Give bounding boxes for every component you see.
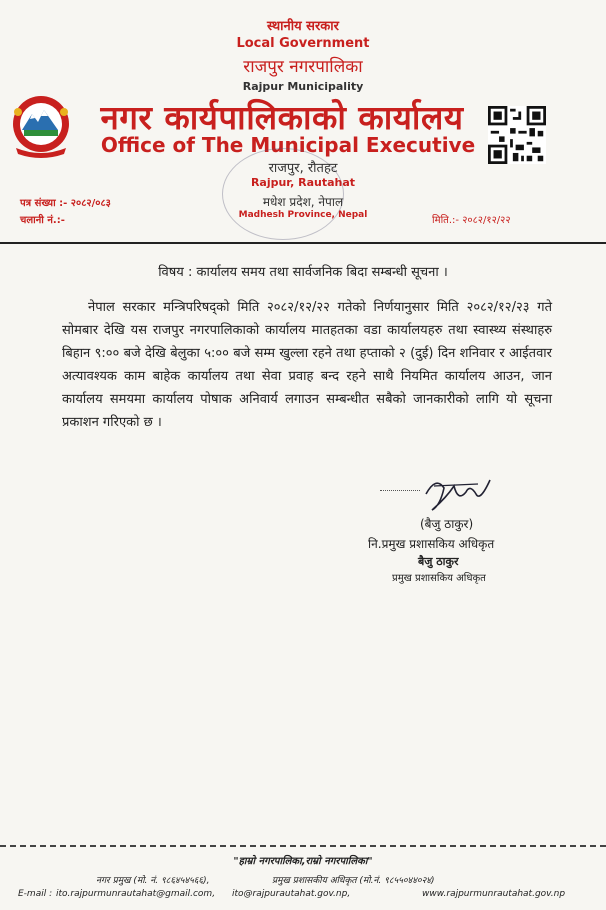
signer-name: (बैजु ठाकुर): [420, 517, 474, 531]
stamp-title: प्रमुख प्रशासकिय अधिकृत: [392, 573, 486, 584]
subject-line: विषय : कार्यालय समय तथा सार्वजनिक बिदा सम्बन्धी सूचना ।: [158, 265, 448, 280]
notice-paragraph: नेपाल सरकार मन्त्रिपरिषद्को मिति २०८२/१२/२२ गतेको निर्णयानुसार मिति २०८२/१२/२३ गते सोमबार देखि यस राजपुर नगरपालिकाको कार्यालय मातहतका वडा कार्यालयहरु तथा स्वास्थ्य संस्थाहरु बिहान ९:०० बजे देखि बेलुका ५:०० बजे सम्म खुल्ला रहने तथा हप्ताको २ (दुई) दिन शनिवार र आईतवार अत्यावश्यक काम बाहेक कार्यालय तथा सेवा प्रवाह बन्द रहने साथै नियमित कार्यालय आउन, जान कार्यालय समयमा कार्यालय पोषाक अनिवार्य लगाउन सम्बन्धीत सबैको जानकारीको लागि यो सूचना प्रकाशन गरिएको छ ।: [62, 300, 552, 430]
place-en: Rajpur, Rautahat: [250, 176, 356, 189]
email-label: E-mail :: [18, 889, 53, 899]
nepal-emblem-icon: [6, 92, 76, 162]
footer-divider: [0, 845, 606, 847]
office-title-en: Office of The Municipal Executive: [100, 133, 476, 157]
signature-dots: [380, 490, 420, 491]
local-gov-np: स्थानीय सरकार: [267, 19, 339, 34]
website-link[interactable]: www.rajpurmunrautahat.gov.np: [422, 889, 566, 899]
footer-slogan: "हाम्रो नगरपालिका,राम्रो नगरपालिका": [233, 856, 373, 867]
letter-number: पत्र संख्या :- २०८२/०८३: [20, 198, 111, 209]
header-divider: [0, 242, 606, 244]
letter-date: मिति.:- २०८२/१२/२२: [432, 215, 511, 226]
stamp-name: बैजु ठाकुर: [418, 555, 459, 568]
qr-code-icon: [488, 106, 546, 164]
place-np: राजपुर, रौतहट: [268, 161, 338, 176]
province-np: मधेश प्रदेश, नेपाल: [262, 195, 344, 209]
mayor-contact: नगर प्रमुख (मो. नं. ९८६४५४५६६),: [96, 876, 210, 886]
local-gov-en: Local Government: [236, 36, 370, 51]
province-en: Madhesh Province, Nepal: [238, 210, 368, 220]
municipality-np: राजपुर नगरपालिका: [243, 57, 363, 77]
email-secondary[interactable]: ito@rajpurautahat.gov.np,: [232, 889, 351, 899]
cao-contact: प्रमुख प्रशासकीय अधिकृत (मो.नं. ९८५५०४४०२४): [272, 876, 435, 886]
office-title-np: नगर कार्यपालिकाको कार्यालय: [100, 98, 464, 137]
dispatch-number: चलानी नं.:-: [20, 215, 65, 226]
municipality-en: Rajpur Municipality: [242, 80, 364, 93]
notice-body: [62, 296, 552, 434]
signer-title: नि.प्रमुख प्रशासकिय अधिकृत: [368, 537, 495, 551]
email-primary[interactable]: ito.rajpurmunrautahat@gmail.com,: [56, 889, 216, 899]
handwritten-signature: [418, 472, 496, 516]
